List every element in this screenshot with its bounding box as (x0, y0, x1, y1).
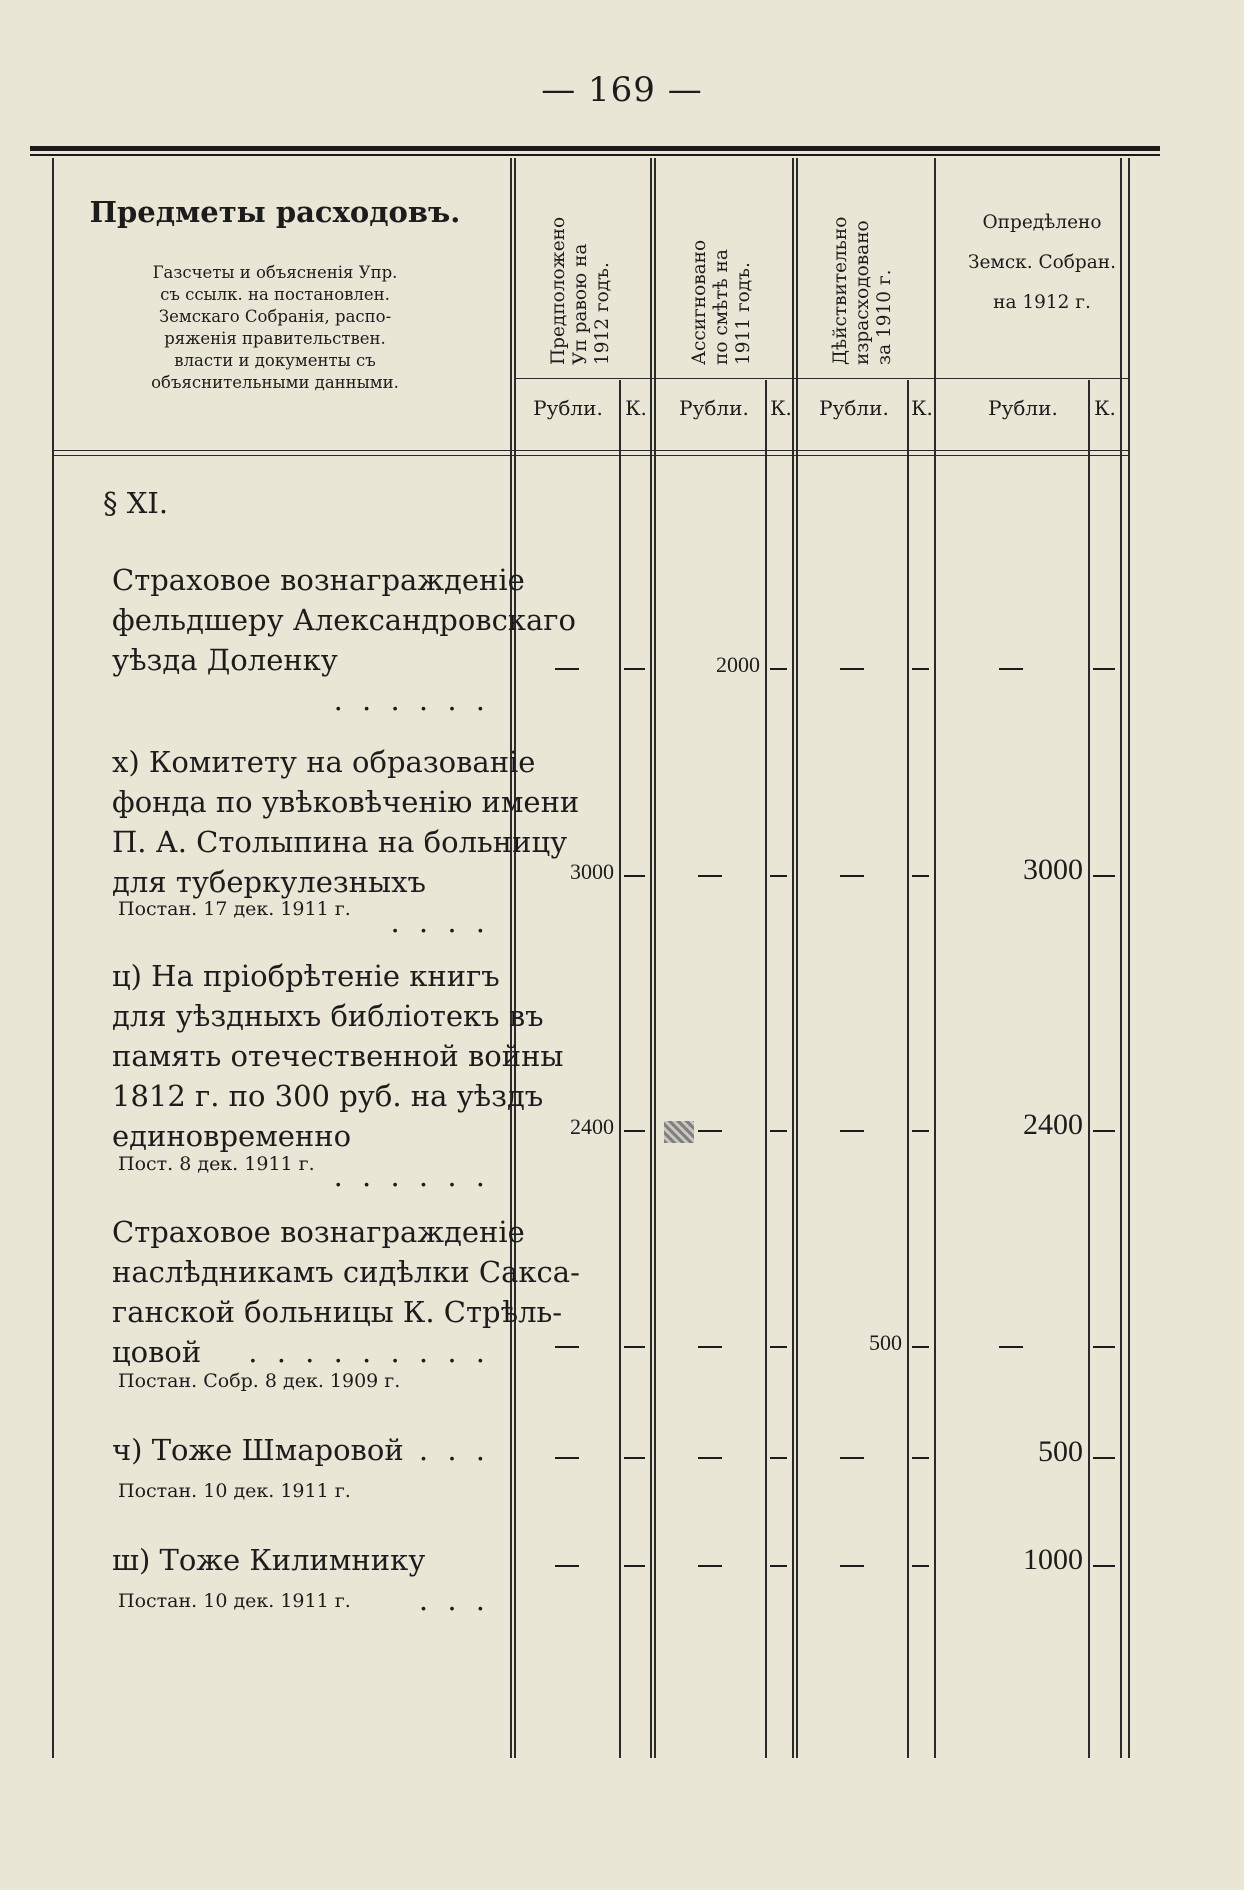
empty-value-dash (698, 1457, 722, 1459)
empty-value-dash (624, 1346, 645, 1348)
entry-text: Страховое вознагражденіе фельдшеру Александровскаго уѣзда Доленку . . . . . . (112, 563, 576, 717)
empty-value-dash (624, 1457, 645, 1459)
column-divider (796, 158, 798, 1758)
empty-value-dash (840, 1565, 864, 1567)
unit-kopecks: К. (1094, 396, 1116, 420)
kop-divider (1088, 380, 1090, 1758)
unit-kopecks: К. (625, 396, 647, 420)
header-col-proposed: Предположено Уп равою на 1912 годъ. (548, 216, 613, 365)
top-rule (30, 146, 1160, 151)
header-col-determined: Опредѣлено Земск. Собран. на 1912 г. (967, 212, 1117, 313)
empty-value-dash (840, 1130, 864, 1132)
empty-value-dash (770, 668, 787, 670)
empty-value-dash (999, 1346, 1023, 1348)
empty-value-dash (912, 668, 929, 670)
empty-value-dash (624, 875, 645, 877)
empty-value-dash (1093, 1457, 1115, 1459)
amount-value: 500 (1038, 1435, 1083, 1468)
column-divider (654, 158, 656, 1758)
empty-value-dash (555, 1457, 579, 1459)
page-number: — 169 — (541, 70, 703, 110)
empty-value-dash (698, 1130, 722, 1132)
empty-value-dash (624, 1565, 645, 1567)
empty-value-dash (770, 1130, 787, 1132)
top-rule-thin (30, 154, 1160, 156)
header-subtitle: Газсчеты и объясненія Упр. съ ссылк. на постановлен. Земскаго Собранія, распо- ряженія правительствен. власти и документы съ объяснительными данными. (151, 263, 399, 392)
unit-rubles: Рубли. (819, 396, 889, 420)
empty-value-dash (840, 875, 864, 877)
amount-value: 3000 (570, 859, 614, 884)
unit-kopecks: К. (770, 396, 792, 420)
empty-value-dash (1093, 1130, 1115, 1132)
unit-rubles: Рубли. (679, 396, 749, 420)
kop-divider (907, 380, 909, 1758)
section-title: § XI. (103, 486, 169, 520)
column-divider (510, 158, 512, 1758)
empty-value-dash (912, 1346, 929, 1348)
header-bottom-rule (52, 455, 1128, 456)
empty-value-dash (770, 875, 787, 877)
entry-text: Страховое вознагражденіе наслѣдникамъ сидѣлки Сакса- ганской больницы К. Стрѣль- цовой . . . . . . . . . (112, 1215, 580, 1369)
empty-value-dash (770, 1346, 787, 1348)
column-divider (514, 158, 516, 1758)
empty-value-dash (1093, 1565, 1115, 1567)
entry-text: ч) Тоже Шмаровой . . . (112, 1433, 490, 1467)
empty-value-dash (1093, 875, 1115, 877)
table-left-border (52, 158, 54, 1758)
entry-note: Постан. Собр. 8 дек. 1909 г. (118, 1370, 401, 1392)
header-col-spent: Дѣйствительно израсходовано за 1910 г. (830, 216, 895, 365)
entry-text: ш) Тоже Килимнику . . . (112, 1543, 490, 1617)
header-subrule (514, 378, 1128, 379)
empty-value-dash (999, 668, 1023, 670)
empty-value-dash (912, 1130, 929, 1132)
empty-value-dash (840, 1457, 864, 1459)
kop-divider (765, 380, 767, 1758)
empty-value-dash (698, 1565, 722, 1567)
empty-value-dash (1093, 1346, 1115, 1348)
unit-rubles: Рубли. (988, 396, 1058, 420)
entry-text: х) Комитету на образованіе фонда по увѣковѣченію имени П. А. Столыпина на больницу для туберкулезныхъ . . . . (112, 745, 580, 939)
empty-value-dash (555, 1565, 579, 1567)
ink-blot (664, 1121, 694, 1143)
empty-value-dash (912, 1457, 929, 1459)
empty-value-dash (698, 875, 722, 877)
empty-value-dash (555, 1346, 579, 1348)
entry-note: Постан. 10 дек. 1911 г. (118, 1480, 351, 1502)
header-bottom-rule (52, 450, 1128, 451)
header-title: Предметы расходовъ. (89, 195, 461, 229)
kop-divider (619, 380, 621, 1758)
amount-value: 2400 (570, 1114, 614, 1139)
amount-value: 3000 (1023, 853, 1083, 886)
table-right-border (1128, 158, 1130, 1758)
entry-text: ц) На пріобрѣтеніе книгъ для уѣздныхъ библіотекъ въ память отечественной войны 1812 г. по 300 руб. на уѣздъ единовременно . . . . . . (112, 959, 564, 1193)
entry-note: Пост. 8 дек. 1911 г. (118, 1153, 315, 1175)
empty-value-dash (770, 1565, 787, 1567)
empty-value-dash (624, 668, 645, 670)
amount-value: 1000 (1023, 1543, 1083, 1576)
header-col-assigned: Ассигновано по смѣтѣ на 1911 годъ. (689, 239, 754, 365)
empty-value-dash (1093, 668, 1115, 670)
entry-note: Постан. 10 дек. 1911 г. (118, 1590, 351, 1612)
entry-note: Постан. 17 дек. 1911 г. (118, 898, 351, 920)
empty-value-dash (912, 1565, 929, 1567)
column-divider (650, 158, 652, 1758)
empty-value-dash (770, 1457, 787, 1459)
amount-value: 2400 (1023, 1108, 1083, 1141)
unit-rubles: Рубли. (533, 396, 603, 420)
empty-value-dash (698, 1346, 722, 1348)
amount-value: 2000 (716, 652, 760, 677)
table-right-border (1120, 158, 1122, 1758)
empty-value-dash (840, 668, 864, 670)
amount-value: 500 (869, 1330, 902, 1355)
empty-value-dash (912, 875, 929, 877)
empty-value-dash (555, 668, 579, 670)
empty-value-dash (624, 1130, 645, 1132)
unit-kopecks: К. (911, 396, 933, 420)
